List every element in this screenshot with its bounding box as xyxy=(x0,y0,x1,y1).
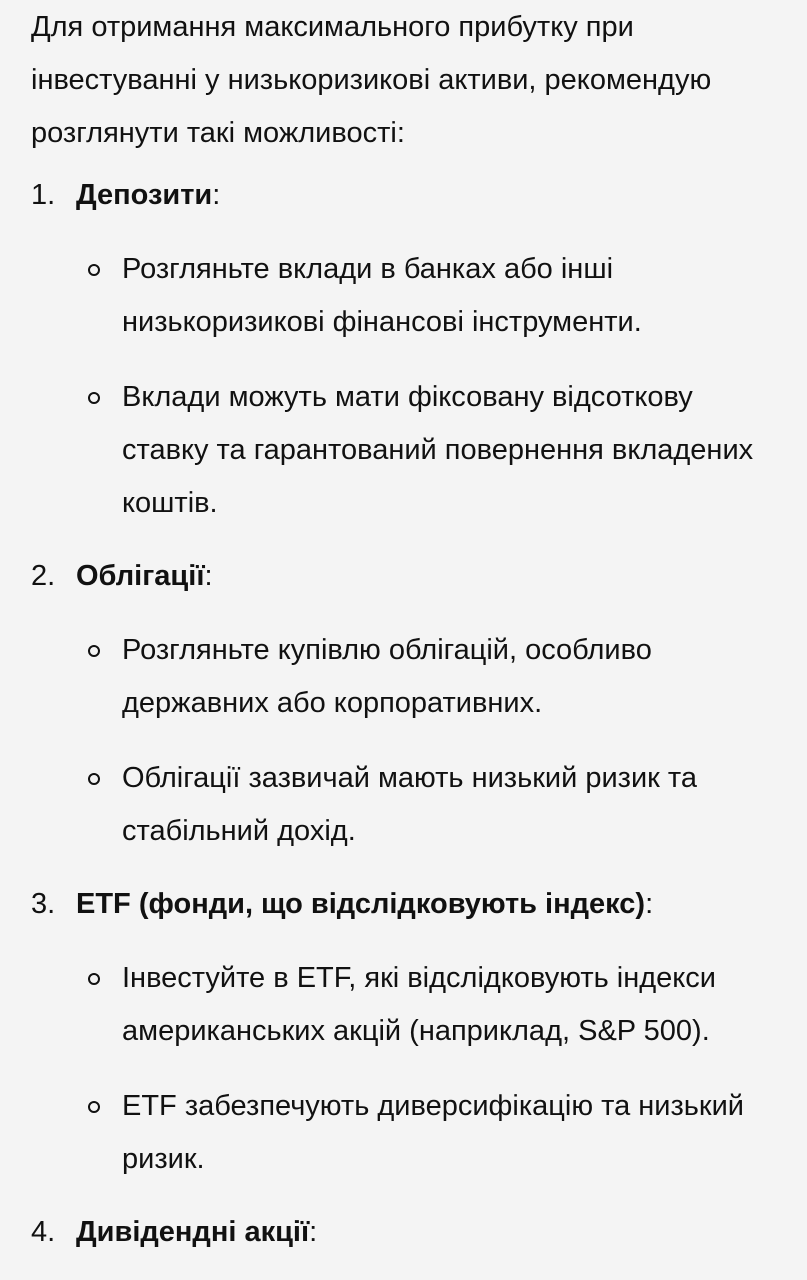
list-number: 1. xyxy=(31,179,56,211)
chat-message xyxy=(0,1,807,1280)
section-heading xyxy=(31,878,783,931)
list-number: 3. xyxy=(31,888,56,920)
list-item-bonds xyxy=(31,550,783,858)
section-title: ETF (фонди, що відслідковують індекс) xyxy=(76,888,646,920)
bullet-list xyxy=(31,624,783,858)
bullet-text: Розгляньте вклади в банках або інші низькоризикові фінансові інструменти. xyxy=(122,253,642,338)
hollow-bullet-icon xyxy=(88,1101,100,1113)
list-item-dividend-stocks xyxy=(31,1206,783,1259)
title-colon: : xyxy=(204,560,213,592)
title-colon: : xyxy=(212,179,221,211)
hollow-bullet-icon xyxy=(88,392,100,404)
section-title: Дивідендні акції xyxy=(76,1216,310,1248)
section-heading xyxy=(31,169,783,222)
title-colon: : xyxy=(645,888,654,920)
title-colon: : xyxy=(309,1216,318,1248)
intro-paragraph: Для отримання максимального прибутку при інвестуванні у низькоризикові активи, рекомендую розглянути такі можливості: xyxy=(31,11,712,149)
bullet-text: Інвестуйте в ETF, які відслідковують індекси американських акцій (наприклад, S&P 500). xyxy=(122,962,717,1047)
list-item xyxy=(31,243,783,349)
bullet-text: Вклади можуть мати фіксовану відсоткову ставку та гарантований повернення вкладених коштів. xyxy=(122,381,754,519)
list-item-deposits xyxy=(31,169,783,530)
section-heading xyxy=(31,550,783,603)
hollow-bullet-icon xyxy=(88,264,100,276)
section-title: Депозити xyxy=(76,179,213,211)
section-title: Облігації xyxy=(76,560,205,592)
list-item-etf xyxy=(31,878,783,1186)
list-item xyxy=(31,1080,783,1186)
bullet-text: Розгляньте купівлю облігацій, особливо державних або корпоративних. xyxy=(122,634,652,719)
list-item xyxy=(31,371,783,530)
list-item xyxy=(31,624,783,730)
bullet-text: ETF забезпечують диверсифікацію та низький ризик. xyxy=(122,1090,744,1175)
section-heading xyxy=(31,1206,783,1259)
hollow-bullet-icon xyxy=(88,973,100,985)
bullet-list xyxy=(31,243,783,530)
list-item xyxy=(31,752,783,858)
bullet-text: Облігації зазвичай мають низький ризик та стабільний дохід. xyxy=(122,762,698,847)
list-item xyxy=(31,952,783,1058)
bullet-list xyxy=(31,952,783,1186)
hollow-bullet-icon xyxy=(88,773,100,785)
list-number: 2. xyxy=(31,560,56,592)
hollow-bullet-icon xyxy=(88,645,100,657)
list-number: 4. xyxy=(31,1216,56,1248)
